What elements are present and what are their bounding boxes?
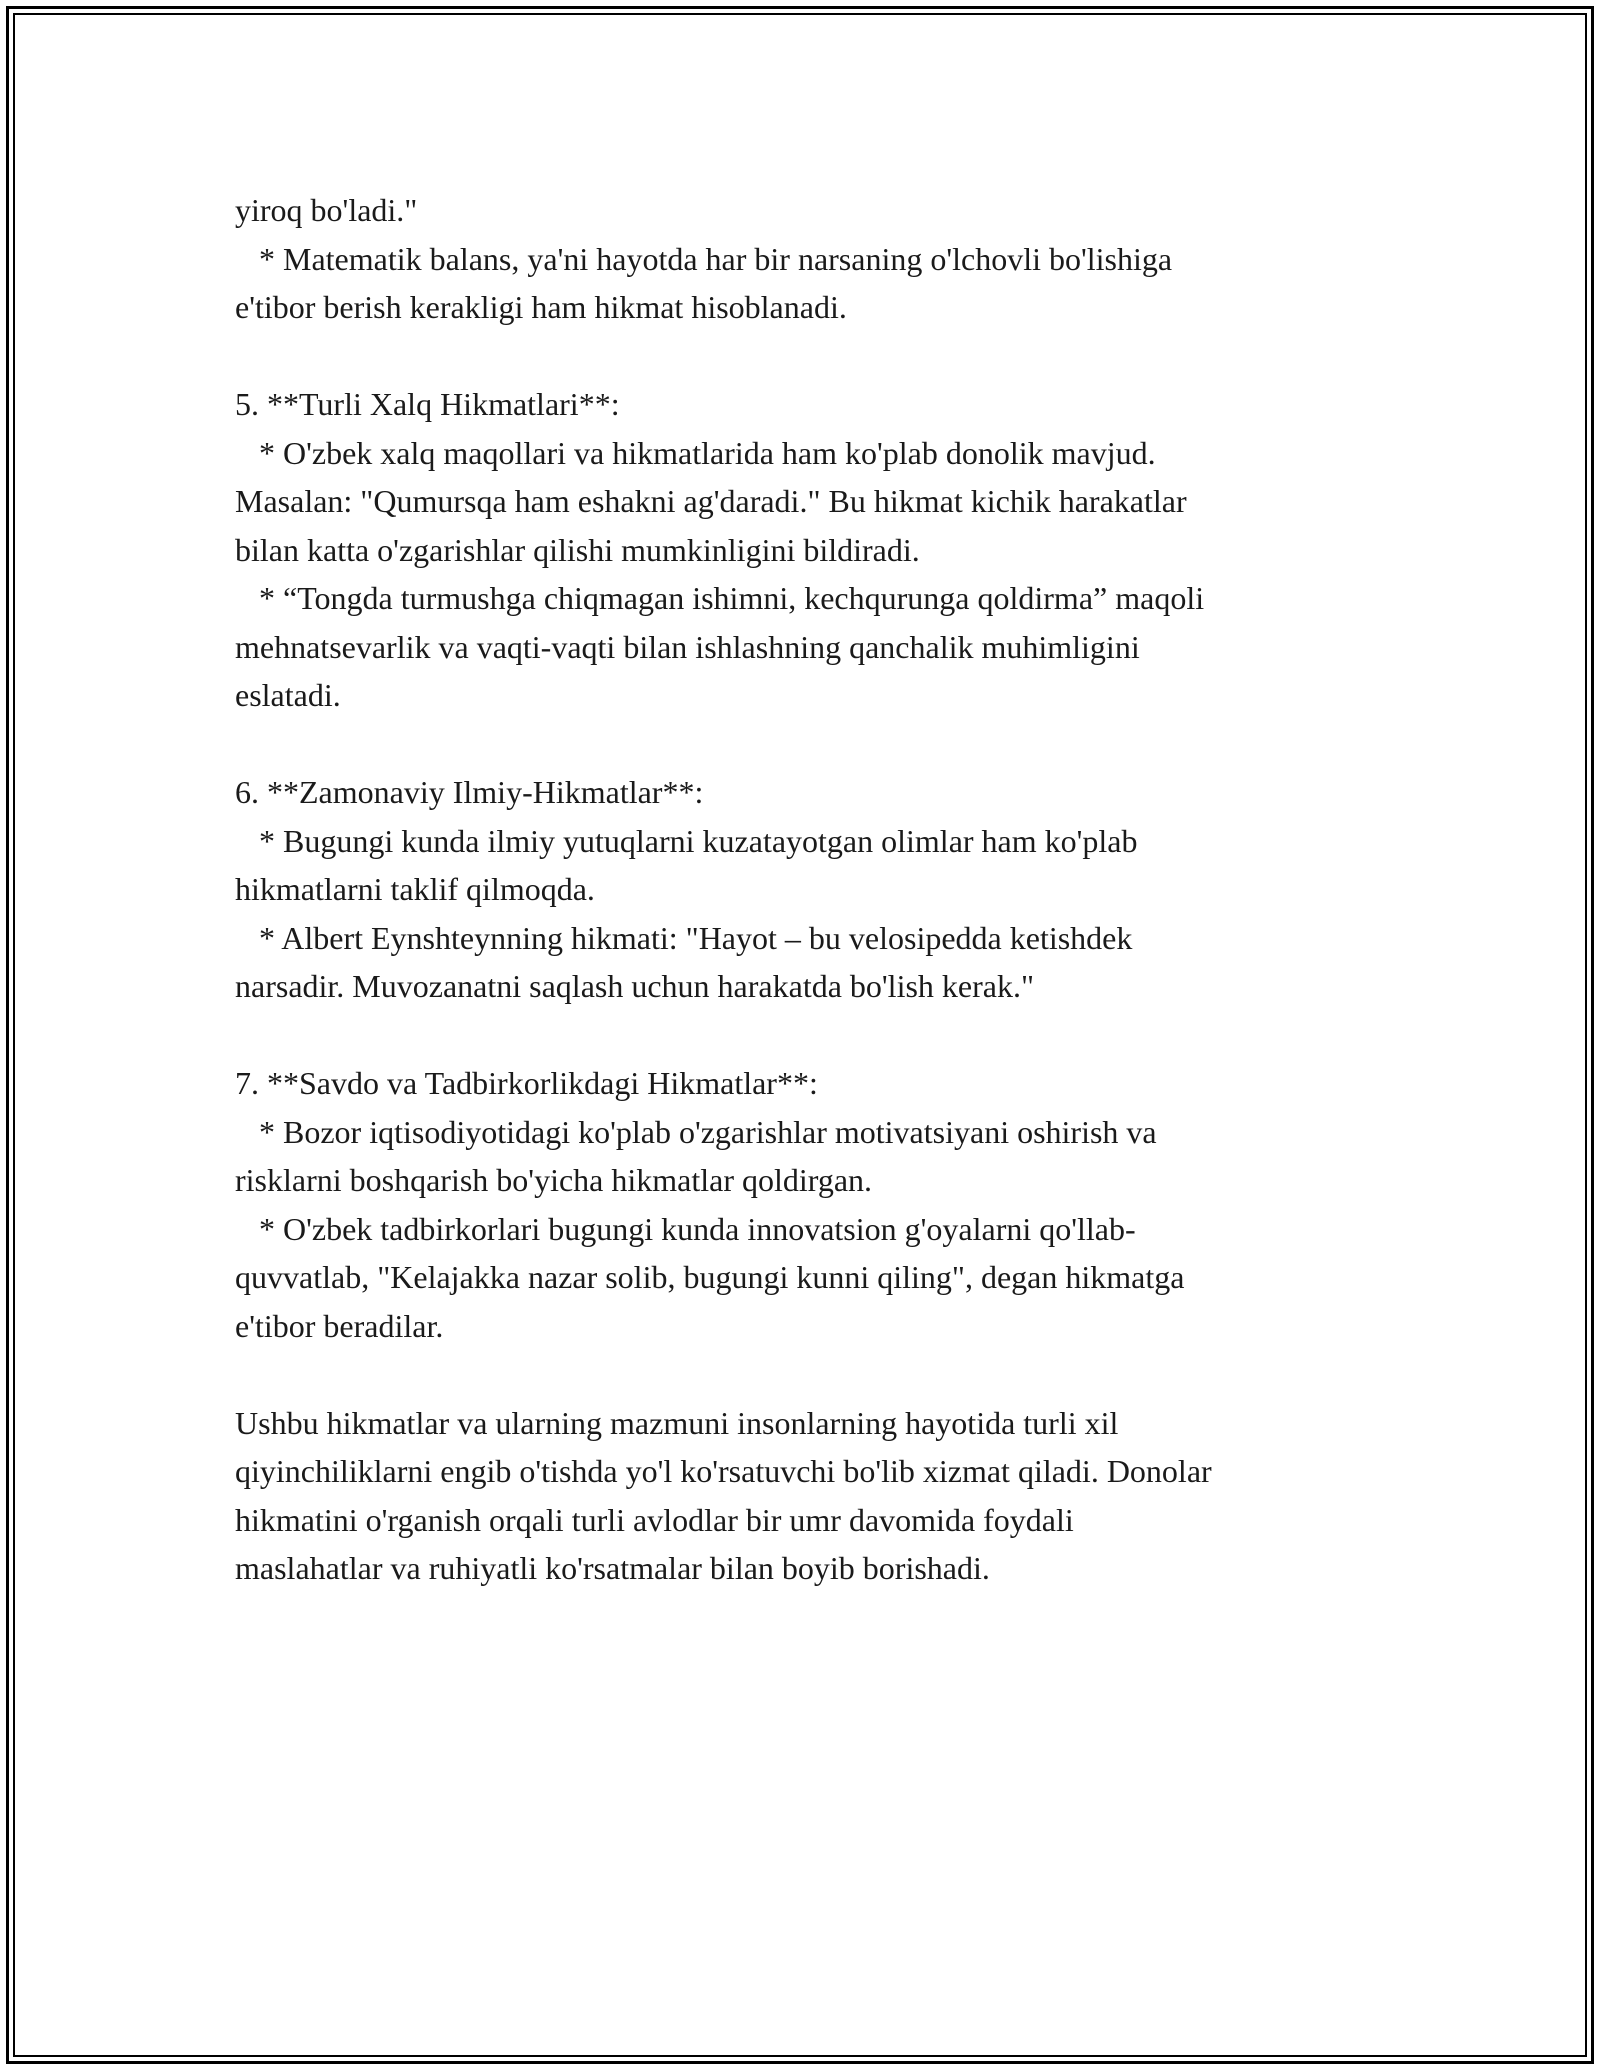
text-line: * “Tongda turmushga chiqmagan ishimni, kechqurunga qoldirma” maqoli: [235, 580, 1205, 616]
text-line: mehnatsevarlik va vaqti-vaqti bilan ishlashning qanchalik muhimligini: [235, 628, 1140, 665]
text-line: Ushbu hikmatlar va ularning mazmuni insonlarning hayotida turli xil: [235, 1404, 1119, 1441]
conclusion-paragraph: [235, 1399, 1395, 1593]
blank-line: [235, 1350, 1395, 1399]
text-line: hikmatini o'rganish orqali turli avlodlar bir umr davomida foydali: [235, 1501, 1074, 1538]
text-line: * Matematik balans, ya'ni hayotda har bir narsaning o'lchovli bo'lishiga: [235, 240, 1173, 277]
text-line: risklarni boshqarish bo'yicha hikmatlar qoldirgan.: [235, 1162, 873, 1198]
section-heading: 6. **Zamonaviy Ilmiy-Hikmatlar**:: [235, 774, 704, 810]
text-line: * Bugungi kunda ilmiy yutuqlarni kuzatayotgan olimlar ham ko'plab: [235, 822, 1138, 859]
section-heading: 7. **Savdo va Tadbirkorlikdagi Hikmatlar**:: [235, 1065, 818, 1101]
text-line: narsadir. Muvozanatni saqlash uchun harakatda bo'lish kerak.": [235, 968, 1035, 1004]
section-5: [235, 380, 1395, 720]
text-line: e'tibor berish kerakligi ham hikmat hisoblanadi.: [235, 289, 847, 325]
section-6: [235, 768, 1395, 1011]
document-body: [235, 186, 1395, 1593]
text-line: yiroq bo'ladi.": [235, 192, 418, 228]
text-line: eslatadi.: [235, 677, 341, 713]
text-line: Masalan: "Qumursqa ham eshakni ag'daradi." Bu hikmat kichik harakatlar: [235, 483, 1187, 519]
section-heading: 5. **Turli Xalq Hikmatlari**:: [235, 386, 620, 422]
blank-line: [235, 720, 1395, 769]
text-line: * Bozor iqtisodiyotidagi ko'plab o'zgarishlar motivatsiyani oshirish va: [235, 1113, 1157, 1150]
text-line: * O'zbek xalq maqollari va hikmatlarida ham ko'plab donolik mavjud.: [235, 434, 1156, 471]
continuation-paragraph: [235, 186, 1395, 332]
text-line: * Albert Eynshteynning hikmati: "Hayot – bu velosipedda ketishdek: [235, 919, 1133, 956]
blank-line: [235, 1011, 1395, 1060]
text-line: * O'zbek tadbirkorlari bugungi kunda innovatsion g'oyalarni qo'llab-: [235, 1210, 1136, 1247]
text-line: quvvatlab, "Kelajakka nazar solib, bugungi kunni qiling", degan hikmatga: [235, 1259, 1185, 1295]
section-7: [235, 1059, 1395, 1350]
text-line: hikmatlarni taklif qilmoqda.: [235, 871, 595, 907]
text-line: qiyinchiliklarni engib o'tishda yo'l ko'rsatuvchi bo'lib xizmat qiladi. Donolar: [235, 1453, 1212, 1489]
text-line: maslahatlar va ruhiyatli ko'rsatmalar bilan boyib borishadi.: [235, 1550, 990, 1586]
text-line: e'tibor beradilar.: [235, 1307, 444, 1344]
text-line: bilan katta o'zgarishlar qilishi mumkinligini bildiradi.: [235, 531, 920, 568]
blank-line: [235, 332, 1395, 381]
